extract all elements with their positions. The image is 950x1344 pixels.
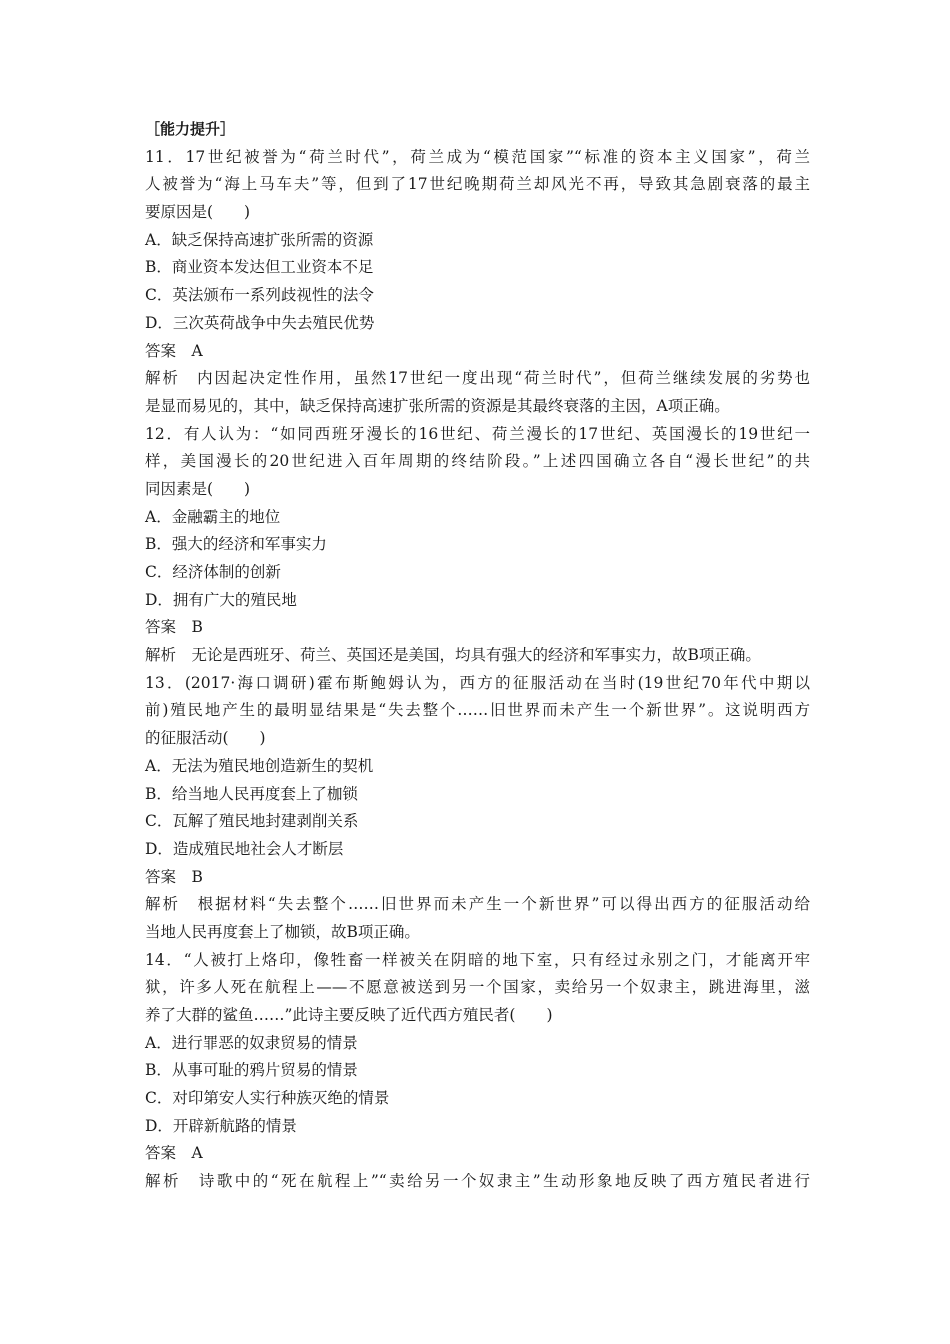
question-stem-line: 前)殖民地产生的最明显结果是“失去整个……旧世界而未产生一个新世界”。这说明西方: [145, 701, 810, 720]
answer-option: C．瓦解了殖民地封建剥削关系: [145, 812, 359, 831]
answer-option: B．给当地人民再度套上了枷锁: [145, 784, 358, 803]
answer-line: 答案 B: [145, 867, 203, 886]
answer-option: A．无法为殖民地创造新生的契机: [145, 756, 374, 775]
answer-option: D．造成殖民地社会人才断层: [145, 839, 344, 858]
section-title: ［能力提升］: [145, 120, 236, 138]
question-stem-line: 人被誉为“海上马车夫”等，但到了17世纪晚期荷兰却风光不再，导致其急剧衰落的最主: [145, 175, 810, 194]
document-page: [145, 116, 810, 1196]
answer-option: B．商业资本发达但工业资本不足: [145, 258, 374, 277]
answer-line: 答案 A: [145, 341, 203, 360]
question-stem-line: 养了大群的鲨鱼……”此诗主要反映了近代西方殖民者( ): [145, 1006, 553, 1024]
question-block: [145, 947, 810, 1196]
answer-option: D．三次英荷战争中失去殖民优势: [145, 313, 375, 332]
answer-option: A．缺乏保持高速扩张所需的资源: [145, 230, 374, 249]
question-stem-line: 12．有人认为：“如同西班牙漫长的16世纪、荷兰漫长的17世纪、英国漫长的19世纪一: [145, 424, 810, 443]
answer-option: D．拥有广大的殖民地: [145, 590, 297, 609]
question-block: [145, 421, 810, 670]
question-block: [145, 670, 810, 947]
answer-option: C．经济体制的创新: [145, 563, 281, 581]
question-stem-line: 14．“人被打上烙印，像牲畜一样被关在阴暗的地下室，只有经过永别之门，才能离开牢: [145, 950, 810, 969]
answer-option: C．英法颁布一系列歧视性的法令: [145, 286, 374, 305]
answer-option: C．对印第安人实行种族灭绝的情景: [145, 1089, 390, 1108]
answer-option: D．开辟新航路的情景: [145, 1116, 297, 1135]
question-stem-line: 13．(2017·海口调研)霍布斯鲍姆认为，西方的征服活动在当时(19世纪70年代中期以: [145, 673, 810, 692]
analysis-line: 是显而易见的，其中，缺乏保持高速扩张所需的资源是其最终衰落的主因，A项正确。: [145, 396, 730, 415]
question-block: [145, 144, 810, 421]
question-stem-line: 11．17世纪被誉为“荷兰时代”，荷兰成为“模范国家”“标准的资本主义国家”，荷兰: [145, 147, 810, 166]
answer-line: 答案 A: [145, 1144, 203, 1163]
question-stem-line: 同因素是( ): [145, 479, 251, 498]
analysis-line: 解析 内因起决定性作用，虽然17世纪一度出现“荷兰时代”，但荷兰继续发展的劣势也: [145, 369, 810, 388]
answer-line: 答案 B: [145, 618, 203, 637]
analysis-line: 当地人民再度套上了枷锁，故B项正确。: [145, 922, 420, 941]
question-list: [145, 144, 810, 1196]
analysis-line: 解析 根据材料“失去整个……旧世界而未产生一个新世界”可以得出西方的征服活动给: [145, 895, 810, 914]
question-stem-line: 样，美国漫长的20世纪进入百年周期的终结阶段。”上述四国确立各自“漫长世纪”的共: [145, 452, 810, 471]
question-stem-line: 狱，许多人死在航程上——不愿意被送到另一个国家，卖给另一个奴隶主，跳进海里，滋: [145, 978, 810, 997]
answer-option: A．金融霸主的地位: [145, 507, 281, 526]
answer-option: B．强大的经济和军事实力: [145, 535, 327, 554]
answer-option: A．进行罪恶的奴隶贸易的情景: [145, 1033, 358, 1052]
answer-option: B．从事可耻的鸦片贸易的情景: [145, 1061, 358, 1080]
analysis-line: 解析 无论是西班牙、荷兰、英国还是美国，均具有强大的经济和军事实力，故B项正确。: [145, 646, 761, 665]
analysis-line: 解析 诗歌中的“死在航程上”“卖给另一个奴隶主”生动形象地反映了西方殖民者进行: [145, 1172, 810, 1191]
question-stem-line: 的征服活动( ): [145, 729, 266, 748]
question-stem-line: 要原因是( ): [145, 203, 251, 222]
